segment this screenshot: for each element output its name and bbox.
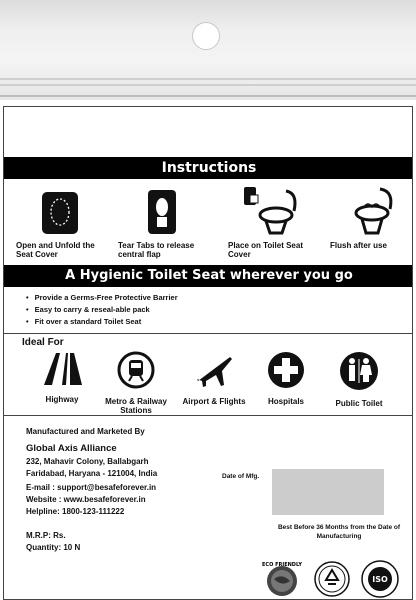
iso-certified-badge [360, 559, 400, 599]
address-line: Faridabad, Haryana - 121004, India [26, 469, 158, 478]
product-label [3, 106, 413, 600]
tagline: A Hygienic Toilet Seat wherever you go [4, 265, 413, 287]
step-unfold [10, 185, 110, 259]
features-list [26, 292, 178, 328]
mrp: M.R.P: Rs. [26, 531, 66, 540]
public-toilet-icon [339, 351, 379, 391]
use-label: Highway [45, 395, 79, 404]
use-label: Airport & Flights [182, 397, 246, 406]
instructions-title: Instructions [4, 157, 413, 179]
email: E-mail : support@besafeforever.in [26, 483, 157, 492]
recycle-badge [312, 559, 352, 599]
use-highway [32, 351, 92, 405]
step-label: Place on Toilet Seat Cover [228, 241, 303, 259]
divider [4, 415, 413, 416]
eco-friendly-badge [262, 559, 302, 599]
step-label: Open and Unfold the Seat Cover [16, 241, 95, 259]
date-of-mfg-box [272, 469, 384, 515]
hang-hole [192, 22, 220, 50]
best-before-note: Best Before 36 Months from the Date of Manufacturing [277, 524, 401, 540]
badge-text: ISO [372, 575, 388, 584]
website: Website : www.besafeforever.in [26, 495, 146, 504]
manufacturer-heading: Manufactured and Marketed By [26, 427, 145, 436]
step-label: Tear Tabs to release central flap [118, 241, 195, 259]
seat-cover-icon [41, 191, 79, 235]
zip-line [0, 78, 416, 80]
recycle-icon [312, 559, 352, 599]
divider [4, 333, 413, 334]
date-of-mfg-label: Date of Mfg. [222, 473, 260, 480]
airplane-icon [194, 351, 234, 389]
step-tear-tabs [112, 185, 212, 259]
helpline: Helpline: 1800-123-111222 [26, 507, 125, 516]
use-label: Public Toilet [335, 399, 383, 408]
tear-tabs-icon [142, 189, 182, 235]
use-label: Metro & Railway Stations [105, 397, 167, 415]
zip-line [0, 84, 416, 86]
feature-item: • Fit over a standard Toilet Seat [26, 316, 178, 328]
ideal-for-title: Ideal For [22, 337, 64, 348]
zip-line [0, 95, 416, 97]
quantity: Quantity: 10 N [26, 543, 81, 552]
step-flush [324, 185, 413, 250]
badge-text: ECO FRIENDLY [262, 562, 302, 568]
use-hospital [256, 351, 316, 407]
use-public-toilet [326, 351, 392, 409]
feature-item: • Easy to carry & reseal-able pack [26, 304, 178, 316]
zip-bag-header [0, 0, 416, 100]
flush-icon [348, 185, 400, 235]
use-airport [182, 351, 246, 407]
step-place-cover [222, 185, 322, 259]
highway-icon [40, 351, 84, 387]
company-name: Global Axis Alliance [26, 443, 117, 454]
place-cover-icon [242, 185, 302, 235]
eco-friendly-icon [262, 559, 302, 599]
address-line: 232, Mahavir Colony, Ballabgarh [26, 457, 149, 466]
use-label: Hospitals [267, 397, 304, 406]
use-metro [104, 351, 168, 415]
feature-item: • Provide a Germs-Free Protective Barrier [26, 292, 178, 304]
hospital-icon [267, 351, 305, 389]
metro-icon [117, 351, 155, 389]
step-label: Flush after use [330, 241, 387, 250]
iso-certified-icon [360, 559, 400, 599]
